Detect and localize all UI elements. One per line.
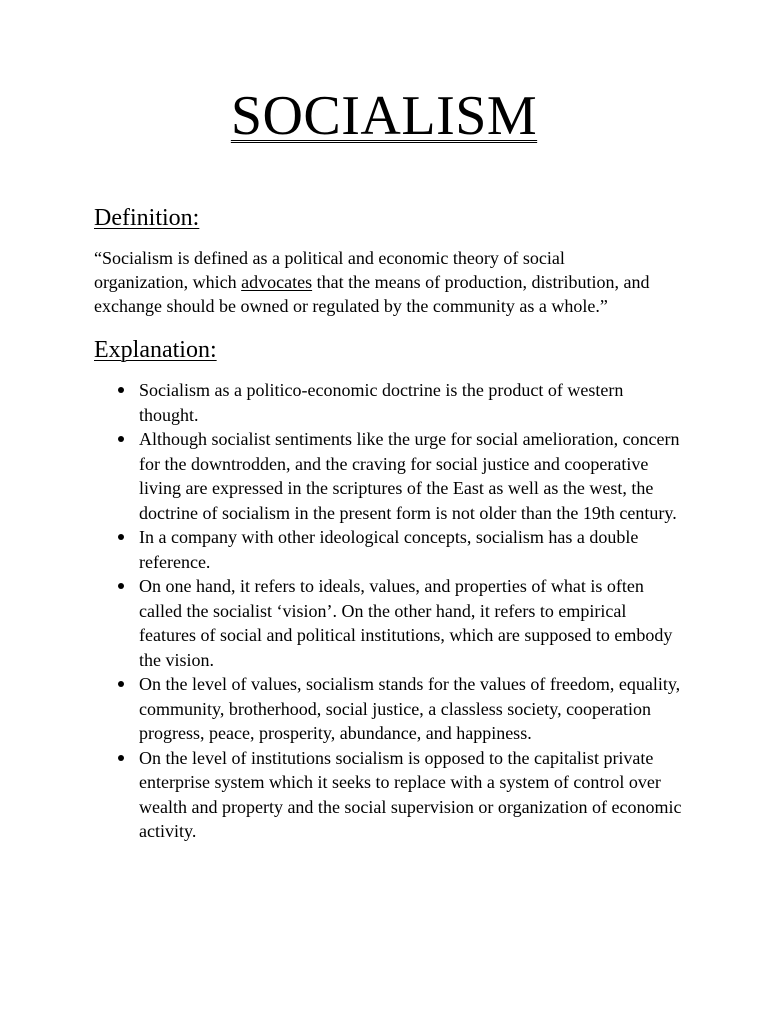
bullet-dot-icon bbox=[118, 681, 124, 687]
list-item-text: In a company with other ideological concepts, socialism has a double reference. bbox=[139, 527, 639, 572]
list-item-text: On the level of values, socialism stands for the values of freedom, equality, community, brotherhood, social justice, a classless society, cooperation progress, peace, prosperity, abundance, and happiness. bbox=[139, 674, 681, 743]
bullet-dot-icon bbox=[118, 387, 124, 393]
list-item-text: On the level of institutions socialism is opposed to the capitalist private enterprise system which it seeks to replace with a system of control over wealth and property and the social supervision or organization of economic activity. bbox=[139, 747, 682, 841]
list-item-text: On one hand, it refers to ideals, values, and properties of what is often called the socialist ‘vision’. On the other hand, it refers to empirical features of social and political institutions, which are supposed to embody the vision. bbox=[139, 576, 673, 670]
definition-text-start: “Socialism is defined as a political and economic theory of social organization, which bbox=[94, 248, 565, 292]
bullet-dot-icon bbox=[118, 436, 124, 442]
page-title bbox=[94, 84, 674, 148]
list-item-text: Socialism as a politico-economic doctrine is the product of western thought. bbox=[139, 380, 624, 425]
definition-heading: Definition: bbox=[94, 205, 200, 231]
explanation-heading: Explanation: bbox=[94, 337, 217, 363]
list-item bbox=[94, 574, 684, 672]
list-item bbox=[94, 746, 684, 844]
bullet-dot-icon bbox=[118, 583, 124, 589]
definition-underlined-word: advocates bbox=[241, 272, 313, 292]
definition-text-end: that the means of production, distribution, and exchange should be owned or regulated by the community as a whole.” bbox=[94, 272, 650, 316]
bullet-dot-icon bbox=[118, 755, 124, 761]
list-item bbox=[94, 378, 684, 427]
list-item-text: Although socialist sentiments like the urge for social amelioration, concern for the downtrodden, and the craving for social justice and cooperative living are expressed in the scriptures of the East as well as the west, the doctrine of socialism in the present form is not older than the 19th century. bbox=[139, 429, 680, 523]
list-item bbox=[94, 427, 684, 525]
definition-paragraph bbox=[94, 246, 654, 318]
page-title-text: SOCIALISM bbox=[230, 85, 538, 147]
explanation-list bbox=[94, 378, 682, 844]
list-item bbox=[94, 672, 684, 746]
bullet-dot-icon bbox=[118, 534, 124, 540]
list-item bbox=[94, 525, 684, 574]
